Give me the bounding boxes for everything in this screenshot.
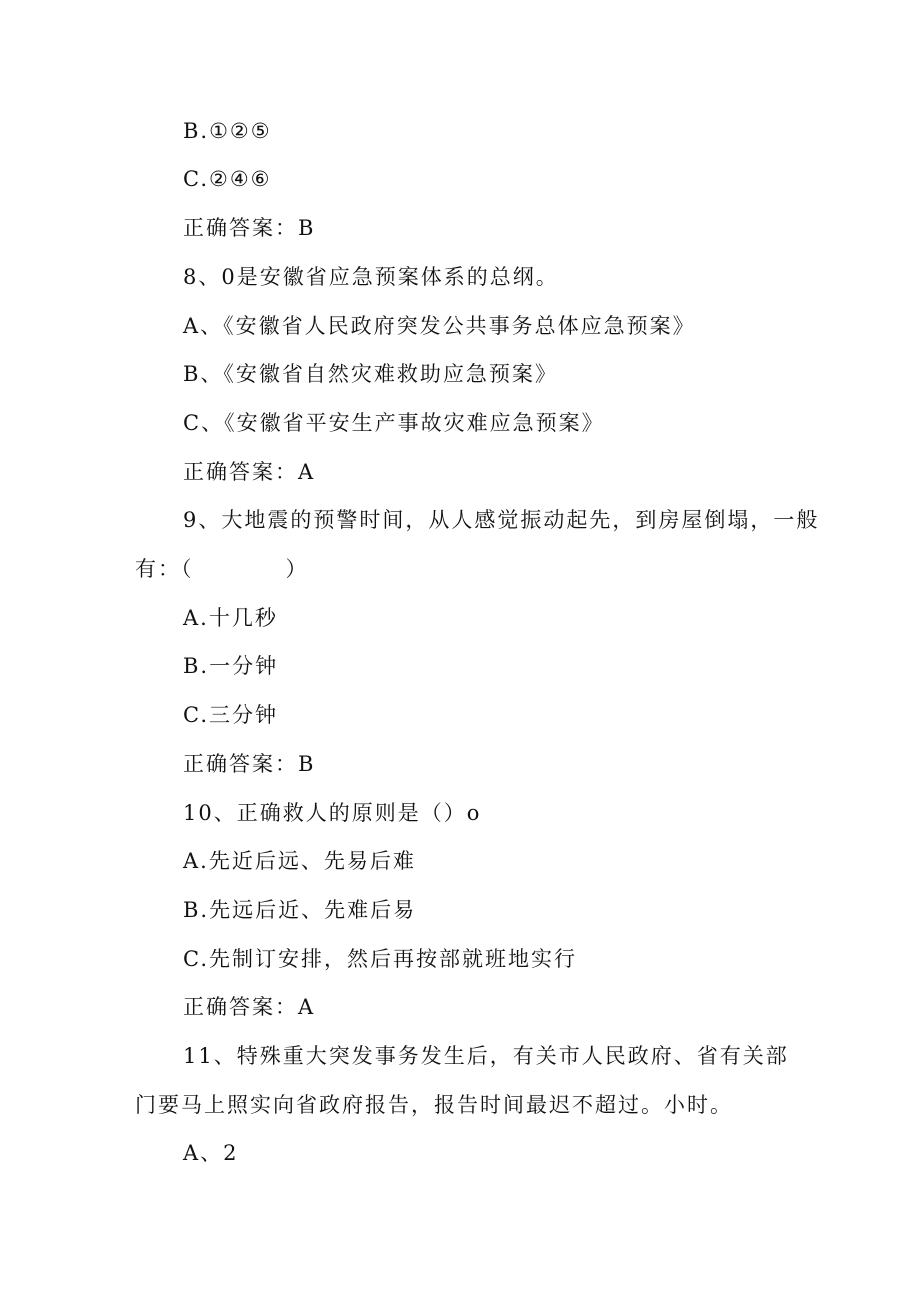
q7-option-b: B.①②⑤	[183, 119, 272, 143]
q10-answer: 正确答案：A	[183, 995, 316, 1019]
q9-question-line1: 9、大地震的预警时间，从人感觉振动起先，到房屋倒塌，一般	[183, 508, 820, 532]
q8-answer: 正确答案：A	[183, 460, 316, 484]
q8-option-b: B、《安徽省自然灾难救助应急预案》	[183, 362, 558, 386]
q9-question-line2: 有：（ ）	[135, 557, 309, 581]
q10-question: 10、正确救人的原则是（）o	[183, 801, 482, 825]
q8-option-c: C、《安徽省平安生产事故灾难应急预案》	[183, 411, 605, 435]
q8-question: 8、0是安徽省应急预案体系的总纲。	[183, 265, 559, 289]
q11-question-line2: 门要马上照实向省政府报告，报告时间最迟不超过。小时。	[135, 1093, 733, 1117]
q10-option-a: A.先近后远、先易后难	[183, 849, 416, 873]
q11-question-line1: 11、特殊重大突发事务发生后，有关市人民政府、省有关部	[183, 1044, 789, 1068]
q9-option-c: C.三分钟	[183, 703, 278, 727]
q7-answer: 正确答案：B	[183, 216, 316, 240]
q10-option-c: C.先制订安排，然后再按部就班地实行	[183, 947, 577, 971]
q9-answer: 正确答案：B	[183, 752, 316, 776]
q9-option-b: B.一分钟	[183, 654, 279, 678]
q7-option-c: C.②④⑥	[183, 167, 272, 191]
q8-option-a: A、《安徽省人民政府突发公共事务总体应急预案》	[183, 314, 696, 338]
q10-option-b: B.先远后近、先难后易	[183, 898, 417, 922]
q11-option-a: A、2	[183, 1141, 239, 1165]
q9-option-a: A.十几秒	[183, 606, 278, 630]
